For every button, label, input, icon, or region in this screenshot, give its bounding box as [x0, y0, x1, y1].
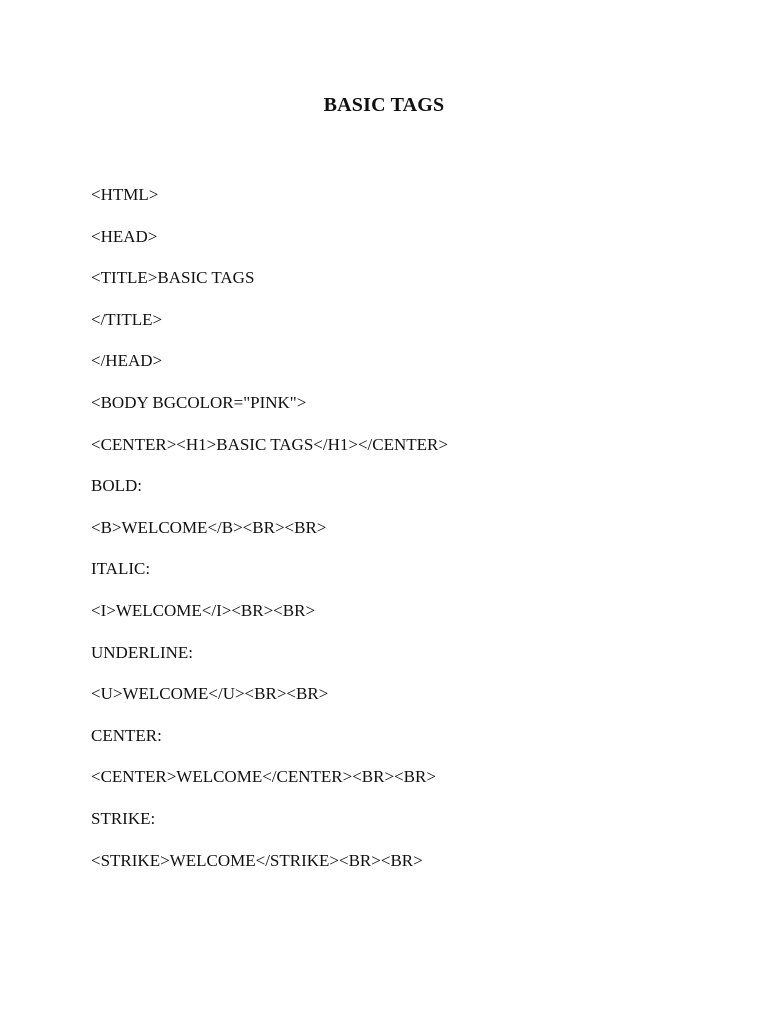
code-line: <HEAD>: [91, 226, 158, 246]
code-line: <STRIKE>WELCOME</STRIKE><BR><BR>: [91, 850, 423, 870]
code-line: CENTER:: [91, 725, 162, 745]
page-title: BASIC TAGS: [323, 94, 445, 116]
code-line: STRIKE:: [91, 808, 156, 828]
code-line: <CENTER><H1>BASIC TAGS</H1></CENTER>: [91, 434, 448, 454]
code-line: <CENTER>WELCOME</CENTER><BR><BR>: [91, 767, 436, 787]
code-line: </TITLE>: [91, 309, 163, 329]
code-line: <U>WELCOME</U><BR><BR>: [91, 684, 329, 704]
code-line: <HTML>: [91, 185, 159, 204]
code-line: <BODY BGCOLOR="PINK">: [91, 392, 307, 412]
code-line: ITALIC:: [91, 559, 151, 579]
code-line: <B>WELCOME</B><BR><BR>: [91, 517, 327, 537]
code-listing: [91, 184, 711, 891]
code-line: UNDERLINE:: [91, 642, 193, 662]
code-line: <I>WELCOME</I><BR><BR>: [91, 600, 316, 620]
code-line: <TITLE>BASIC TAGS: [91, 268, 255, 288]
code-line: </HEAD>: [91, 351, 163, 371]
code-line: BOLD:: [91, 476, 142, 496]
